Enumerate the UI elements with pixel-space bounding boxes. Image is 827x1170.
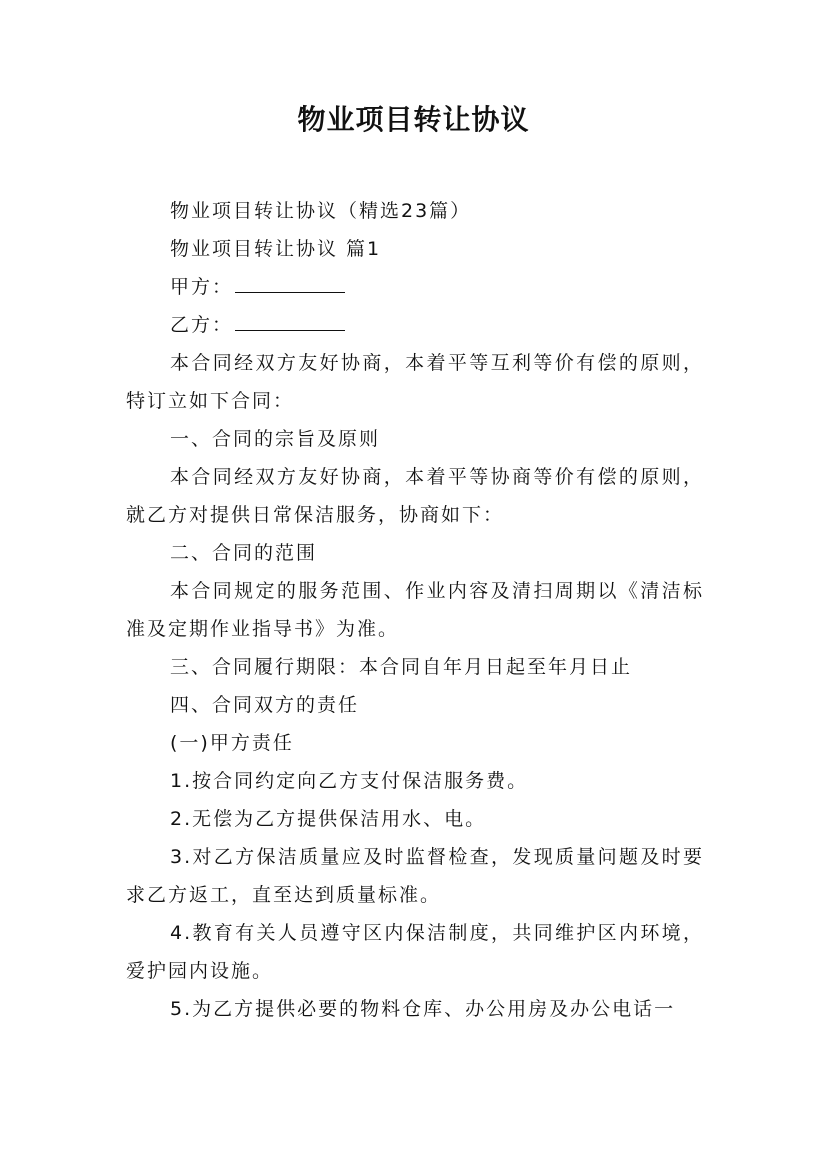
party-a-label: 甲方： — [170, 276, 234, 298]
subsection-heading-party-a: (一)甲方责任 — [170, 732, 294, 754]
list-item-2: 2.无偿为乙方提供保洁用水、电。 — [170, 808, 487, 830]
party-b-label: 乙方： — [170, 314, 234, 336]
section-heading-2: 二、合同的范围 — [170, 542, 318, 564]
section-heading-4: 四、合同双方的责任 — [170, 694, 360, 716]
paragraph-section-1: 本合同经双方友好协商，本着平等协商等价有偿的原则，就乙方对提供日常保洁服务，协商如下： — [126, 466, 704, 526]
list-item-1: 1.按合同约定向乙方支付保洁服务费。 — [170, 770, 529, 792]
party-a-line — [126, 268, 704, 306]
paragraph-subtitle: 物业项目转让协议（精选23篇） — [170, 200, 472, 222]
paragraph-preamble: 本合同经双方友好协商，本着平等互利等价有偿的原则，特订立如下合同： — [126, 352, 704, 412]
party-a-blank — [235, 270, 345, 293]
list-item-4: 4.教育有关人员遵守区内保洁制度，共同维护区内环境，爱护园内设施。 — [126, 922, 704, 982]
document-body — [126, 192, 704, 1028]
list-item-3: 3.对乙方保洁质量应及时监督检查，发现质量问题及时要求乙方返工，直至达到质量标准。 — [126, 846, 704, 906]
paragraph-section-2: 本合同规定的服务范围、作业内容及清扫周期以《清洁标准及定期作业指导书》为准。 — [126, 580, 704, 640]
list-item-5: 5.为乙方提供必要的物料仓库、办公用房及办公电话一 — [170, 998, 676, 1020]
document-title: 物业项目转让协议 — [297, 103, 530, 136]
party-b-line — [126, 306, 704, 344]
paragraph-chapter-heading: 物业项目转让协议 篇1 — [170, 238, 382, 260]
section-heading-3: 三、合同履行期限：本合同自年月日起至年月日止 — [170, 656, 633, 678]
party-b-blank — [235, 308, 345, 331]
section-heading-1: 一、合同的宗旨及原则 — [170, 428, 381, 450]
